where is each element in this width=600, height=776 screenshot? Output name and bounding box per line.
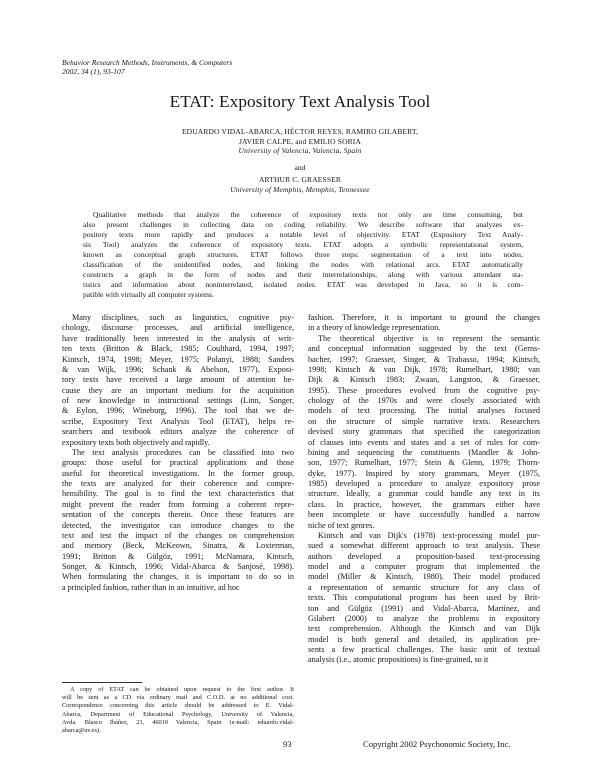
body-line: bining and sequencing the constituents (Mandler & John- <box>308 447 540 457</box>
body-line: structure. Ideally, a grammar could handle any text in its <box>308 489 540 499</box>
body-column-left <box>62 313 294 593</box>
body-line: When formulating the changes, it is important to do so in <box>62 572 294 582</box>
body-line: Kintsch, 1974, 1998; Meyer, 1975; Polanyi, 1988; Sanders <box>62 354 294 364</box>
body-line: class. In practice, however, the grammars either have <box>308 499 540 509</box>
body-column-right <box>308 313 540 666</box>
body-line: groups: those useful for practical applications and those <box>62 458 294 468</box>
footnote-line: abarca@uv.es). <box>62 727 101 735</box>
body-line: the texts are analyzed for their coherence and compre- <box>62 479 294 488</box>
body-line: expository texts both objectively and rapidly. <box>62 437 210 447</box>
abstract <box>83 210 523 300</box>
body-line: a representation of semantic structure for any class of <box>308 582 540 592</box>
abstract-line: constructs a graph in the form of nodes and their interrelationships, along with various attendant sta- <box>83 269 523 279</box>
body-line: of new knowledge in instructional settings (Linn, Songer, <box>62 396 294 405</box>
body-line: analysis (i.e., atomic propositions) is fine-grained, so it <box>308 655 489 665</box>
body-line: sents a few practical challenges. The basic unit of textual <box>308 645 540 654</box>
footnote <box>62 686 294 735</box>
body-line: chology of the 1970s and were closely associated with <box>308 396 540 405</box>
body-line: Dijk & Kintsch 1983; Zwaan, Langston, & Graesser, <box>308 375 540 385</box>
body-line: text and test the impact of the changes on comprehension <box>62 530 294 540</box>
body-line: 1995). These procedures evolved from the cognitive psy- <box>308 385 540 395</box>
body-line: model is both general and detailed, its application pre- <box>308 634 540 644</box>
journal-header <box>62 58 232 77</box>
body-line: Kintsch and van Dijk's (1978) text-processing model pur- <box>318 530 540 540</box>
author-line: ARTHUR C. GRAESSER <box>258 175 342 184</box>
footnote-line: Avda. Blasco Ibáñez, 21, 46010 Valencia, Spain (e-mail: eduardo.vidal- <box>62 718 294 726</box>
body-line: have traditionally been interested in the analysis of writ- <box>62 333 294 343</box>
body-line: searchers and textbook editors analyze the coherence of <box>62 427 294 437</box>
body-line: Songer, & Kintsch, 1996; Vidal-Abarca & Sanjosé, 1998). <box>62 562 294 571</box>
author-block-2 <box>0 175 600 194</box>
footnote-line: Correspondence concerning this article should be addressed to E. Vidal- <box>62 702 294 710</box>
body-line: sued a somewhat different approach to text analysis. These <box>308 541 540 551</box>
body-line: tory texts have received a large amount of attention be- <box>62 375 294 385</box>
body-line: bacher, 1997; Graesser, Singer, & Trabasso, 1994; Kintsch, <box>308 354 540 364</box>
abstract-line: pository texts more rapidly and produces a notable level of objectivity. ETAT (Expository Text Analy- <box>83 229 523 239</box>
body-line: The theoretical objective is to represent the semantic <box>318 333 540 343</box>
body-line: model and a computer program that implemented the <box>308 562 540 571</box>
body-line: scribe, Expository Text Analysis Tool (ETAT), helps re- <box>62 416 294 426</box>
body-line: of clauses into events and states and a set of rules for com- <box>308 437 540 447</box>
body-line: authors developed a proposition-based text-processing <box>308 551 540 561</box>
body-line: ton and Gülgöz (1991) and Vidal-Abarca, Martínez, and <box>308 603 540 613</box>
author-line: EDUARDO VIDAL-ABARCA, HÉCTOR REYES, RAMIRO GILABERT, <box>181 127 419 136</box>
footnote-rule <box>62 682 142 683</box>
footnote-line: Abarca, Department of Educational Psychology, University of Valencia, <box>62 710 294 718</box>
abstract-line: known as conceptual graph structures. ETAT follows three steps: segmentation of a text into nodes, <box>83 249 523 259</box>
body-line: detected, the investigator can introduce changes to the <box>62 520 294 530</box>
body-line: cause they are an important medium for the acquisition <box>62 385 294 395</box>
body-line: might prevent the reader from forming a coherent repre- <box>62 499 294 509</box>
body-line: 1985) developed a procedure to analyze expository prose <box>308 479 540 488</box>
body-line: on the structure of simple narrative texts. Researchers <box>308 416 540 426</box>
body-line: dyke, 1977). Inspired by story grammars, Meyer (1975, <box>308 468 540 478</box>
body-line: chology, discourse processes, and artificial intelligence, <box>62 323 294 333</box>
body-line: a principled fashion, rather than in an intuitive, ad hoc <box>62 582 240 592</box>
body-line: Many disciplines, such as linguistics, cognitive psy- <box>72 313 294 322</box>
body-line: The text analysis procedures can be classified into two <box>72 447 294 457</box>
abstract-line: also present challenges in collecting data on coding reliability. We describe software that analyzes ex- <box>83 219 523 229</box>
body-line: ten texts (Britton & Black, 1985; Coulthard, 1994, 1997; <box>62 344 294 354</box>
journal-citation: 2002, 34 (1), 93-107 <box>62 67 125 77</box>
body-line: devised story grammars that specified the categorization <box>308 427 540 437</box>
author-block-1 <box>0 127 600 156</box>
body-line: useful for theoretical investigations. In the former group, <box>62 468 294 478</box>
body-line: models of text processing. The initial analyses focused <box>308 406 540 416</box>
body-line: been incomplete or have successfully handled a narrow <box>308 510 540 520</box>
author-conjunction: and <box>294 163 306 172</box>
body-line: sentation of the concepts therein. Once these features are <box>62 510 294 520</box>
abstract-line: patible with virtually all computer systems. <box>83 289 214 299</box>
paper-title: ETAT: Expository Text Analysis Tool <box>169 92 431 111</box>
body-line: and memory (Beck, McKeown, Sinatra, & Loxterman, <box>62 541 294 551</box>
copyright-notice: Copyright 2002 Psychonomic Society, Inc. <box>363 739 511 749</box>
abstract-line: classification of the unidentified nodes, and linking the nodes with relational arcs. ETAT automatically <box>83 259 523 269</box>
footnote-line: A copy of ETAT can be obtained upon request to the first author. It <box>70 686 294 693</box>
body-line: & van Wijk, 1996; Schank & Abelson, 1977). Exposi- <box>62 364 294 374</box>
abstract-line: tistics and information about noninterrelated, isolated nodes. ETAT was developed in Java, so it is com- <box>83 279 523 289</box>
abstract-line: Qualitative methods that analyze the coherence of expository texts not only are time consuming, but <box>93 210 523 219</box>
body-line: 1998; Kintsch & van Dijk, 1978; Rumelhart, 1980; van <box>308 364 540 374</box>
body-line: in a theory of knowledge representation. <box>308 323 441 333</box>
body-line: and conceptual information suggested by the text (Gerns- <box>308 344 540 354</box>
author-affiliation: University of Memphis, Memphis, Tennessee <box>230 184 370 194</box>
body-line: 1991; Britton & Gülgöz, 1991; McNamara, Kintsch, <box>62 551 294 561</box>
body-line: son, 1977; Rumelhart, 1977; Stein & Glenn, 1979; Thorn- <box>308 458 540 468</box>
body-line: fashion. Therefore, it is important to ground the changes <box>308 313 540 322</box>
footnote-line: will be sent as a CD via ordinary mail and C.O.D. at no additional cost. <box>62 694 294 702</box>
body-line: hensibility. The goal is to find the text characteristics that <box>62 489 294 499</box>
page-number: 93 <box>283 739 292 749</box>
body-line: niche of text genres. <box>308 520 375 530</box>
body-line: model (Miller & Kintsch, 1980). Their model produced <box>308 572 540 582</box>
author-line: JAVIER CALPE, and EMILIO SORIA <box>238 136 362 146</box>
body-line: & Eylon, 1996; Wineburg, 1996). The tool that we de- <box>62 406 294 416</box>
body-line: texts. This computational program has been used by Brit- <box>308 593 540 603</box>
abstract-line: sis Tool) analyzes the coherence of expository texts. ETAT adopts a symbolic representational system, <box>83 239 523 249</box>
author-affiliation: University of Valencia, Valencia, Spain <box>238 146 362 156</box>
journal-name: Behavior Research Methods, Instruments, & Computers <box>62 58 233 67</box>
body-line: Gilabert (2000) to analyze the problems in expository <box>308 613 540 623</box>
body-line: text comprehension. Although the Kintsch and van Dijk <box>308 624 540 634</box>
